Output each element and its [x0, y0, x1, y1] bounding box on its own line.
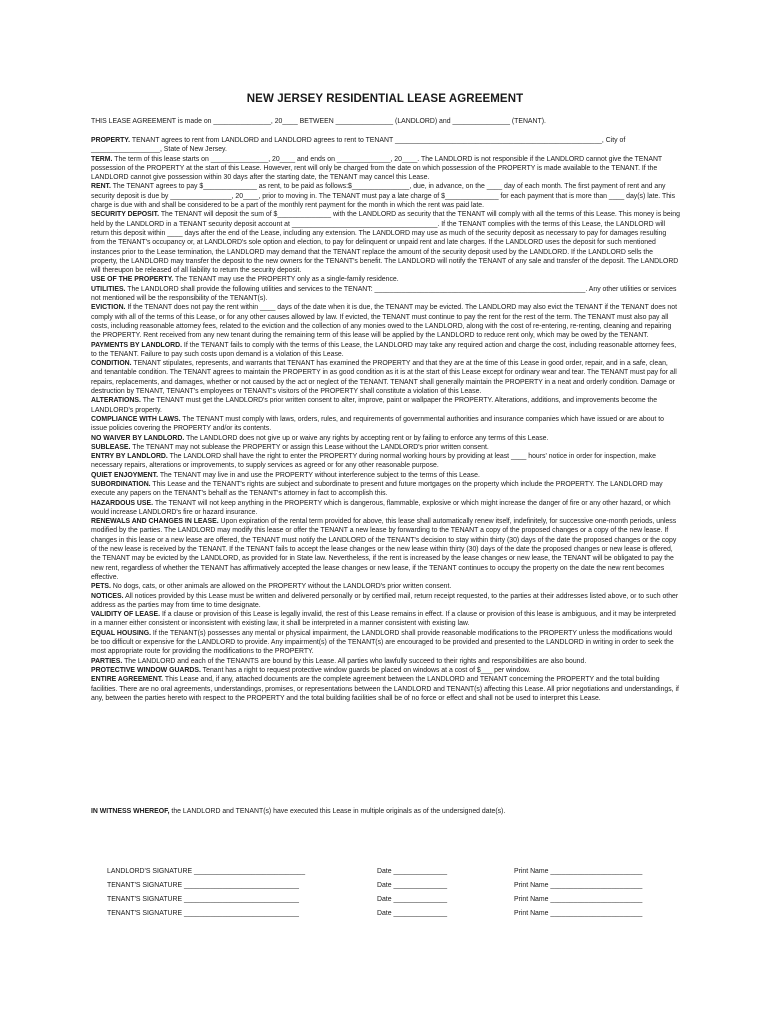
- clause-text: The TENANT must comply with laws, orders, rules, and requirements of governmental authorities and insurance companies which have issued or are about to issue policies covering the PROPERTY and/or its contents.: [91, 415, 664, 433]
- clause-heading: SECURITY DEPOSIT.: [91, 211, 160, 219]
- clause-payments-by-landlord: [91, 341, 681, 360]
- clause-text: The TENANT may live in and use the PROPERTY without interference subject to the terms of this Lease.: [159, 471, 480, 479]
- clause-text: If the TENANT fails to comply with the terms of this Lease, the LANDLORD may take any required action and charge the cost, including reasonable attorney fees, to the TENANT. Failure to pay such costs upon demand is a violation of this Lease.: [91, 341, 677, 358]
- clause-heading: QUIET ENJOYMENT.: [91, 471, 159, 479]
- clause-property: [91, 136, 681, 155]
- clause-heading: SUBLEASE.: [91, 443, 131, 451]
- clause-text: The term of this lease starts on _______________, 20____ and ends on ______________, 20____. The LANDLORD is not responsible if the LANDLORD cannot give the TENANT possession of the PROPERTY at the start of this Lease. However, rent will only be charged from the date on which possession of the PROPERTY is made available to the TENANT. If the LANDLORD cannot give possession within 30 days after the starting date, the TENANT may cancel this Lease.: [91, 155, 663, 182]
- clause-sublease: [91, 443, 681, 452]
- clause-subordination: [91, 480, 681, 499]
- signature-date-line[interactable]: Date ______________: [377, 896, 448, 903]
- clause-text: Tenant has a right to request protective window guards be placed on windows at a cost of $___ per window.: [202, 666, 531, 674]
- clause-text: If the TENANT(s) possesses any mental or physical impairment, the LANDLORD shall provide reasonable modifications to the PROPERTY unless the modifications would be too difficult or expensive for the LANDLORD to provide. Any impairment(s) of the TENANT(s) are encouraged to be provided and presented to the LANDLORD in writing in order to seek the most appropriate route for providing the modifications to the PROPERTY.: [91, 629, 674, 656]
- clause-heading: PROPERTY.: [91, 137, 131, 144]
- clause-heading: COMPLIANCE WITH LAWS.: [91, 415, 181, 423]
- clause-heading: USE OF THE PROPERTY.: [91, 276, 174, 284]
- clause-validity: [91, 610, 681, 629]
- clause-no-waiver: [91, 434, 681, 443]
- clause-heading: UTILITIES.: [91, 285, 126, 293]
- clause-parties: [91, 657, 681, 666]
- clause-text: The TENANT must get the LANDLORD's prior written consent to alter, improve, paint or wallpaper the PROPERTY. Alterations, additions, and improvements become the LANDLORD's property.: [91, 397, 658, 414]
- document-title: NEW JERSEY RESIDENTIAL LEASE AGREEMENT: [246, 93, 524, 105]
- clause-eviction: [91, 303, 681, 340]
- clause-heading: NOTICES.: [91, 592, 124, 600]
- clause-term: [91, 155, 681, 183]
- clause-text: The LANDLORD and each of the TENANTS are bound by this Lease. All parties who lawfully succeed to their rights and responsibilities are also bound.: [124, 657, 587, 665]
- clause-compliance-with-laws: [91, 415, 681, 434]
- clause-heading: VALIDITY OF LEASE.: [91, 611, 161, 619]
- clause-notices: [91, 592, 681, 611]
- clause-text: The TENANT agrees to pay $______________ as rent, to be paid as follows:$_______________, due, in advance, on the ____ day of each month. The first payment of rent and any security deposit is due by ________________, 20____, prior to moving in. The TENANT must pay a late charge of $______________ for each payment that is more than ____ day(s) late. This charge is due with and shall be considered to be a part of the monthly rent payment for the month in which the rent was paid late.: [91, 183, 676, 210]
- clauses-section: [91, 136, 681, 703]
- clause-text: The TENANT will deposit the sum of $______________ with the LANDLORD as security that the TENANT will comply with all the terms of this Lease. This money is being held by the LANDLORD in a TENANT security deposit account at ______________________________________. If the TENANT complies with the terms of this Lease, the LANDLORD will return this deposit within ____ days after the end of the Lease, including any extension. The LANDLORD may use as much of the security deposit as necessary to pay for damages resulting from the TENANT's occupancy or, at LANDLORD's sole option and election, to pay for delinquent or unpaid rent and late charges. If the LANDLORD uses the deposit for such mentioned instances prior to the Lease termination, the LANDLORD may demand that the TENANT replace the amount of the security deposit used by the LANDLORD. If the LANDLORD sells the property, the LANDLORD may transfer the deposit to the new owners for the TENANT's benefit. The LANDLORD will notify the TENANT of any sale and transfer of the deposit. The LANDLORD will thereupon be released of all liability to return the security deposit.: [91, 211, 680, 275]
- signature-date-line[interactable]: Date ______________: [377, 882, 448, 889]
- clause-text: The LANDLORD shall provide the following utilities and services to the TENANT: _______________________________________________________. Any other utilities or services not mentioned will be the responsibility of the TENANT(s).: [91, 285, 677, 303]
- clause-heading: ENTIRE AGREEMENT.: [91, 676, 164, 684]
- clause-text: This Lease and, if any, attached documents are the complete agreement between the LANDLORD and TENANT concerning the PROPERTY and the total building facilities. There are no oral agreements, understandings, promises, or representations between the LANDLORD and TENANT(s) affecting this Lease. All prior negotiations and understandings, if any, between the parties hereto with respect to the PROPERTY and the total building facilities shall be of no force or effect and shall not be used to interpret this Lease.: [91, 676, 679, 702]
- clause-heading: RENEWALS AND CHANGES IN LEASE.: [91, 518, 219, 526]
- clause-text: The TENANT may not sublease the PROPERTY or assign this Lease without the LANDLORD's prior written consent.: [132, 443, 489, 451]
- print-name-line[interactable]: Print Name ________________________: [514, 910, 643, 917]
- clause-use-of-property: [91, 275, 681, 284]
- clause-heading: PARTIES.: [91, 657, 123, 665]
- clause-text: No dogs, cats, or other animals are allowed on the PROPERTY without the LANDLORD's prior written consent.: [112, 583, 452, 591]
- signature-row-tenant: [0, 910, 770, 921]
- clause-heading: ALTERATIONS.: [91, 397, 141, 405]
- clause-heading: PETS.: [91, 583, 111, 591]
- clause-heading: HAZARDOUS USE.: [91, 499, 154, 507]
- clause-alterations: [91, 396, 681, 415]
- clause-entry-by-landlord: [91, 452, 681, 471]
- intro-paragraph: THIS LEASE AGREEMENT is made on _______________, 20____ BETWEEN _______________ (LANDLORD) and _______________ (TENANT).: [91, 118, 546, 125]
- clause-heading: EVICTION.: [91, 304, 126, 312]
- signature-row-tenant: [0, 896, 770, 907]
- clause-heading: PROTECTIVE WINDOW GUARDS.: [91, 666, 201, 674]
- tenant-signature-line[interactable]: TENANT'S SIGNATURE ______________________________: [107, 882, 299, 889]
- witness-text: the LANDLORD and TENANT(s) have executed this Lease in multiple originals as of the undersigned date(s).: [171, 808, 506, 815]
- print-name-line[interactable]: Print Name ________________________: [514, 868, 643, 875]
- tenant-signature-line[interactable]: TENANT'S SIGNATURE ______________________________: [107, 910, 299, 917]
- clause-text: The LANDLORD shall have the right to enter the PROPERTY during normal working hours by providing at least ____ hours' notice in order for inspection, make necessary repairs, alterations or improvements, to supply services as agreed or for any other reasonable purpose.: [91, 453, 656, 470]
- clause-heading: CONDITION.: [91, 360, 132, 368]
- signature-row-landlord: [0, 868, 770, 879]
- signature-date-line[interactable]: Date ______________: [377, 910, 448, 917]
- clause-text: The LANDLORD does not give up or waive any rights by accepting rent or by failing to enforce any terms of this Lease.: [186, 434, 549, 442]
- clause-heading: RENT.: [91, 183, 111, 191]
- clause-window-guards: [91, 666, 681, 675]
- landlord-signature-line[interactable]: LANDLORD'S SIGNATURE _____________________________: [107, 868, 306, 875]
- clause-renewals: [91, 517, 681, 582]
- clause-heading: PAYMENTS BY LANDLORD.: [91, 341, 182, 349]
- witness-statement: [91, 807, 681, 816]
- clause-text: The TENANT will not keep anything in the PROPERTY which is dangerous, flammable, explosive or which might increase the danger of fire or any other hazard, or which would increase LANDLORD's fire or hazard insurance.: [91, 499, 671, 516]
- clause-utilities: [91, 285, 681, 304]
- clause-hazardous-use: [91, 499, 681, 518]
- print-name-line[interactable]: Print Name ________________________: [514, 882, 643, 889]
- clause-heading: SUBORDINATION.: [91, 480, 151, 488]
- clause-condition: [91, 359, 681, 396]
- clause-text: Upon expiration of the rental term provided for above, this lease shall automatically renew itself, indefinitely, for successive one-month periods, unless modified by the parties. The LANDLORD may modify this lease or offer the TENANT a new lease by forwarding to the TENANT a copy of the proposed changes or a copy of the new lease. If changes in this lease or a new lease are offered, the TENANT must notify the LANDLORD of the TENANT's decision to stay within thirty (30) days of the date the proposed changes or the copy of the new lease is received by the TENANT. If the TENANT fails to accept the lease changes or the new lease within thirty (30) days of the date the proposed changes or new lease is offered, the TENANT may be evicted by the LANDLORD, as provided for in State law. Nevertheless, if the rent is increased by the lease changes or new lease, the TENANT will be obligated to pay the new rent, regardless of whether the TENANT has affirmatively accepted the lease changes or new lease, if the TENANT continues to occupy the property on the date the new rent becomes effective.: [91, 518, 677, 581]
- print-name-line[interactable]: Print Name ________________________: [514, 896, 643, 903]
- clause-heading: ENTRY BY LANDLORD.: [91, 453, 168, 461]
- clause-text: TENANT stipulates, represents, and warrants that TENANT has examined the PROPERTY and that they are at the time of this Lease in good order, repair, and in a safe, clean, and tenantable condition. The TENANT agrees to maintain the PROPERTY in as good condition as it is at the start of this Lease except for ordinary wear and tear. The TENANT must pay for all repairs, replacements, and damages, whether or not caused by the act or neglect of the TENANT. TENANT shall generally maintain the PROPERTY in a neat and orderly condition. Damage or destruction by TENANT, TENANT's employees or TENANT's visitors of the PROPERTY shall constitute a violation of this Lease.: [91, 360, 677, 396]
- clause-heading: EQUAL HOUSING.: [91, 629, 151, 637]
- witness-heading: IN WITNESS WHEREOF,: [91, 808, 170, 815]
- clause-heading: TERM.: [91, 155, 113, 163]
- clause-text: If the TENANT does not pay the rent within ____ days of the date when it is due, the TENANT may be evicted. The LANDLORD may also evict the TENANT if the TENANT does not comply with all of the terms of this Lease, or for any other causes allowed by law. If evicted, the TENANT must continue to pay the rent for the rest of the term. The TENANT must also pay all costs, including reasonable attorney fees, related to the eviction and the collection of any monies owed to the LANDLORD, along with the cost of re-entering, re-renting, cleaning and repairing the PROPERTY. Rent received from any new tenant during the remaining term of this lease will be applied by the LANDLORD to reduce rent only, which may be owed by the TENANT.: [91, 304, 678, 340]
- clause-equal-housing: [91, 629, 681, 657]
- clause-security-deposit: [91, 210, 681, 275]
- tenant-signature-line[interactable]: TENANT'S SIGNATURE ______________________________: [107, 896, 299, 903]
- clause-text: TENANT agrees to rent from LANDLORD and LANDLORD agrees to rent to TENANT ______________________________________________________, City of __________________, State of New Jersey.: [91, 137, 626, 154]
- clause-text: If a clause or provision of this Lease is legally invalid, the rest of this Lease remains in effect. If a clause or provision of this lease is ambiguous, and it may be interpreted in a manner either consistent or inconsistent with existing law, it shall be interpreted in a manner consistent with existing law.: [91, 611, 676, 628]
- clause-pets: [91, 582, 681, 591]
- clause-text: This Lease and the TENANT's rights are subject and subordinate to present and future mortgages on the property which include the PROPERTY. The LANDLORD may execute any papers on the TENANT's behalf as the TENANT's attorney in fact to accomplish this.: [91, 480, 663, 498]
- clause-rent: [91, 182, 681, 210]
- clause-text: The TENANT may use the PROPERTY only as a single-family residence.: [175, 276, 399, 284]
- signature-row-tenant: [0, 882, 770, 893]
- clause-entire-agreement: [91, 675, 681, 703]
- clause-quiet-enjoyment: [91, 471, 681, 480]
- signature-date-line[interactable]: Date ______________: [377, 868, 448, 875]
- clause-text: All notices provided by this Lease must be written and delivered personally or by certified mail, return receipt requested, to the parties at their addresses listed above, or to such other address as the parties may from time to time designate.: [91, 592, 679, 609]
- clause-heading: NO WAIVER BY LANDLORD.: [91, 434, 185, 442]
